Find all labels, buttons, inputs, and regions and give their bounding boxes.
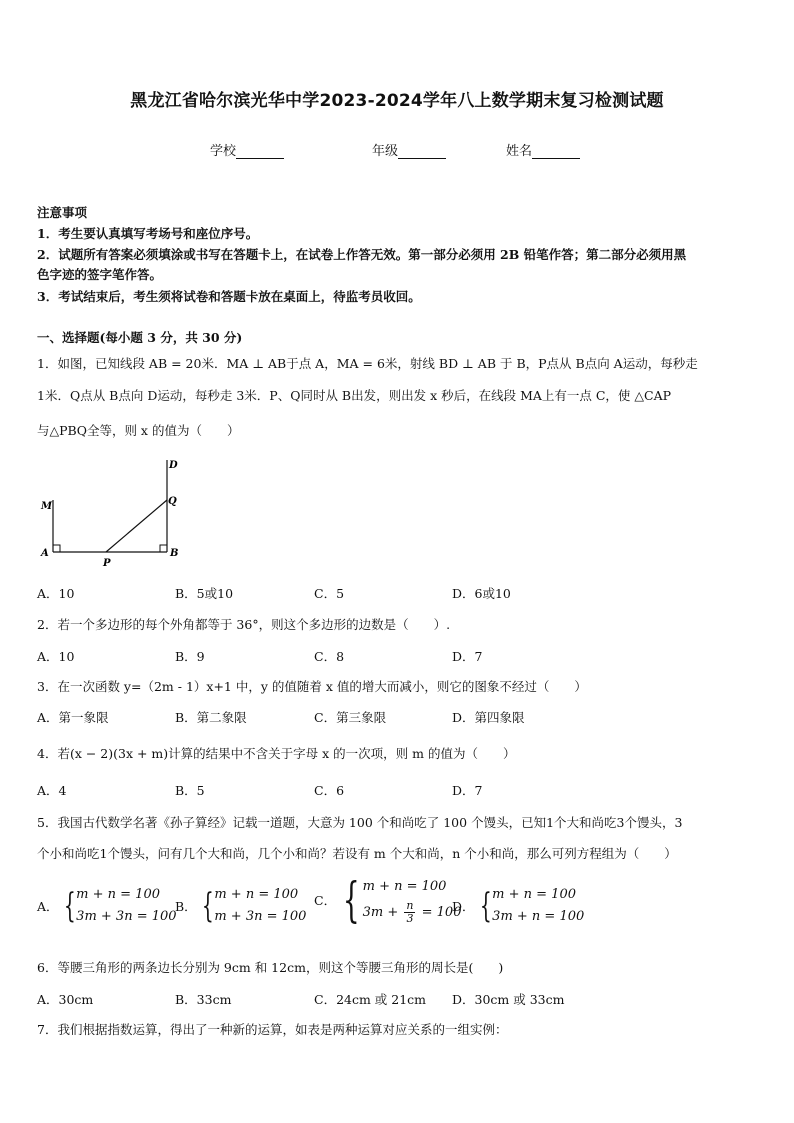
- notice-heading: 注意事项: [37, 205, 88, 220]
- school-label: 学校: [210, 144, 237, 159]
- label-M: M: [41, 501, 53, 512]
- notice-item: 2．试题所有答案必须填涂或书写在答题卡上，在试卷上作答无效。第一部分必须用 2B 铅笔作答；第二部分必须用黑: [37, 247, 687, 262]
- name-label: 姓名: [506, 144, 533, 159]
- notice-item: 1．考生要认真填写考场号和座位序号。: [37, 226, 259, 241]
- option-label: B．: [175, 899, 197, 914]
- question-text: 与△PBQ全等，则 x 的值为（ ）: [37, 423, 240, 438]
- option-label: C．: [314, 893, 337, 908]
- option-d: D．7: [452, 783, 483, 798]
- question-text: 个小和尚吃1个馒头，问有几个大和尚，几个小和尚？若设有 m 个大和尚，n 个小和尚，那么可列方程组为（ ）: [37, 846, 677, 861]
- equation-part: 3m +: [362, 905, 399, 920]
- name-field: [506, 140, 580, 159]
- option-b: B．5或10: [175, 586, 234, 601]
- right-angle-A: [53, 545, 60, 552]
- option-c: C．24cm 或 21cm: [314, 992, 427, 1007]
- option-a: A．30cm: [37, 992, 94, 1007]
- label-Q: Q: [168, 496, 177, 507]
- equation-part: = 100: [421, 905, 462, 920]
- option-a: A．10: [37, 586, 75, 601]
- grade-label: 年级: [372, 144, 399, 159]
- page-title: 黑龙江省哈尔滨光华中学2023-2024学年八上数学期末复习检测试题: [130, 91, 664, 111]
- option-c: C．6: [314, 783, 345, 798]
- equation: 3m + n = 100: [492, 909, 585, 924]
- option-b: B．9: [175, 649, 205, 664]
- name-blank: [532, 144, 580, 159]
- equation: m + n = 100: [76, 887, 160, 902]
- segment-PQ: [106, 500, 167, 552]
- brace: {: [63, 886, 76, 926]
- option-a: A．第一象限: [37, 710, 109, 725]
- option-b: [175, 884, 306, 928]
- question-text: 2．若一个多边形的每个外角都等于 36°，则这个多边形的边数是（ ）.: [37, 617, 451, 632]
- school-field: [210, 140, 284, 159]
- equation: 3m + 3n = 100: [76, 909, 177, 924]
- option-c: C．5: [314, 586, 345, 601]
- section-heading: 一、选择题(每小题 3 分，共 30 分): [37, 330, 243, 345]
- equation: m + n = 100: [214, 887, 299, 902]
- equation: m + n = 100: [362, 879, 447, 894]
- label-B: B: [170, 548, 179, 559]
- brace: {: [479, 886, 492, 926]
- question-text: 1米．Q点从 B点向 D运动，每秒走 3米．P、Q同时从 B出发，则出发 x 秒后，在线段 MA上有一点 C，使 △CAP: [37, 388, 672, 403]
- question-text: 3．在一次函数 y=（2m - 1）x+1 中，y 的值随着 x 值的增大而减小，则它的图象不经过（ ）: [37, 679, 587, 694]
- label-A: A: [41, 548, 49, 559]
- grade-blank: [398, 144, 446, 159]
- option-c: C．第三象限: [314, 710, 387, 725]
- option-d: D．6或10: [452, 586, 511, 601]
- fraction-numerator: n: [406, 899, 414, 912]
- question-text: 5．我国古代数学名著《孙子算经》记载一道题，大意为 100 个和尚吃了 100 个馒头，已知1个大和尚吃3个馒头，3: [37, 815, 683, 830]
- option-a: A．10: [37, 649, 75, 664]
- equation-with-fraction: [363, 900, 462, 926]
- option-a: [37, 884, 177, 928]
- option-b: B．33cm: [175, 992, 232, 1007]
- option-a: A．4: [37, 783, 67, 798]
- equation: m + n = 100: [492, 887, 576, 902]
- brace: {: [201, 886, 214, 926]
- brace: {: [342, 872, 360, 928]
- question-text: 7．我们根据指数运算，得出了一种新的运算，如表是两种运算对应关系的一组实例：: [37, 1022, 508, 1037]
- question-text: 1．如图，已知线段 AB = 20米．MA ⊥ AB于点 A，MA = 6米，射线 BD ⊥ AB 于 B，P点从 B点向 A运动，每秒走: [37, 356, 698, 371]
- school-blank: [236, 144, 284, 159]
- option-c: [314, 874, 461, 926]
- option-c: C．8: [314, 649, 345, 664]
- option-d: D．30cm 或 33cm: [452, 992, 565, 1007]
- fraction-denominator: 3: [406, 912, 414, 925]
- option-label: A．: [37, 899, 59, 914]
- right-angle-B: [160, 545, 167, 552]
- question-text: 6．等腰三角形的两条边长分别为 9cm 和 12cm，则这个等腰三角形的周长是( ): [37, 960, 504, 975]
- option-d: [452, 884, 584, 928]
- label-P: P: [103, 558, 111, 569]
- option-b: B．第二象限: [175, 710, 247, 725]
- grade-field: [372, 140, 446, 159]
- option-label: D．: [452, 899, 475, 914]
- fraction: [404, 900, 415, 925]
- q1-figure: [36, 452, 196, 572]
- notice-item: 3．考试结束后，考生须将试卷和答题卡放在桌面上，待监考员收回。: [37, 289, 421, 304]
- equation: m + 3n = 100: [214, 909, 307, 924]
- question-text: 4．若(x − 2)(3x + m)计算的结果中不含关于字母 x 的一次项，则 m 的值为（ ）: [37, 746, 516, 761]
- option-b: B．5: [175, 783, 205, 798]
- option-d: D．7: [452, 649, 483, 664]
- label-D: D: [169, 460, 178, 471]
- option-d: D．第四象限: [452, 710, 525, 725]
- notice-item: 色字迹的签字笔作答。: [37, 267, 163, 282]
